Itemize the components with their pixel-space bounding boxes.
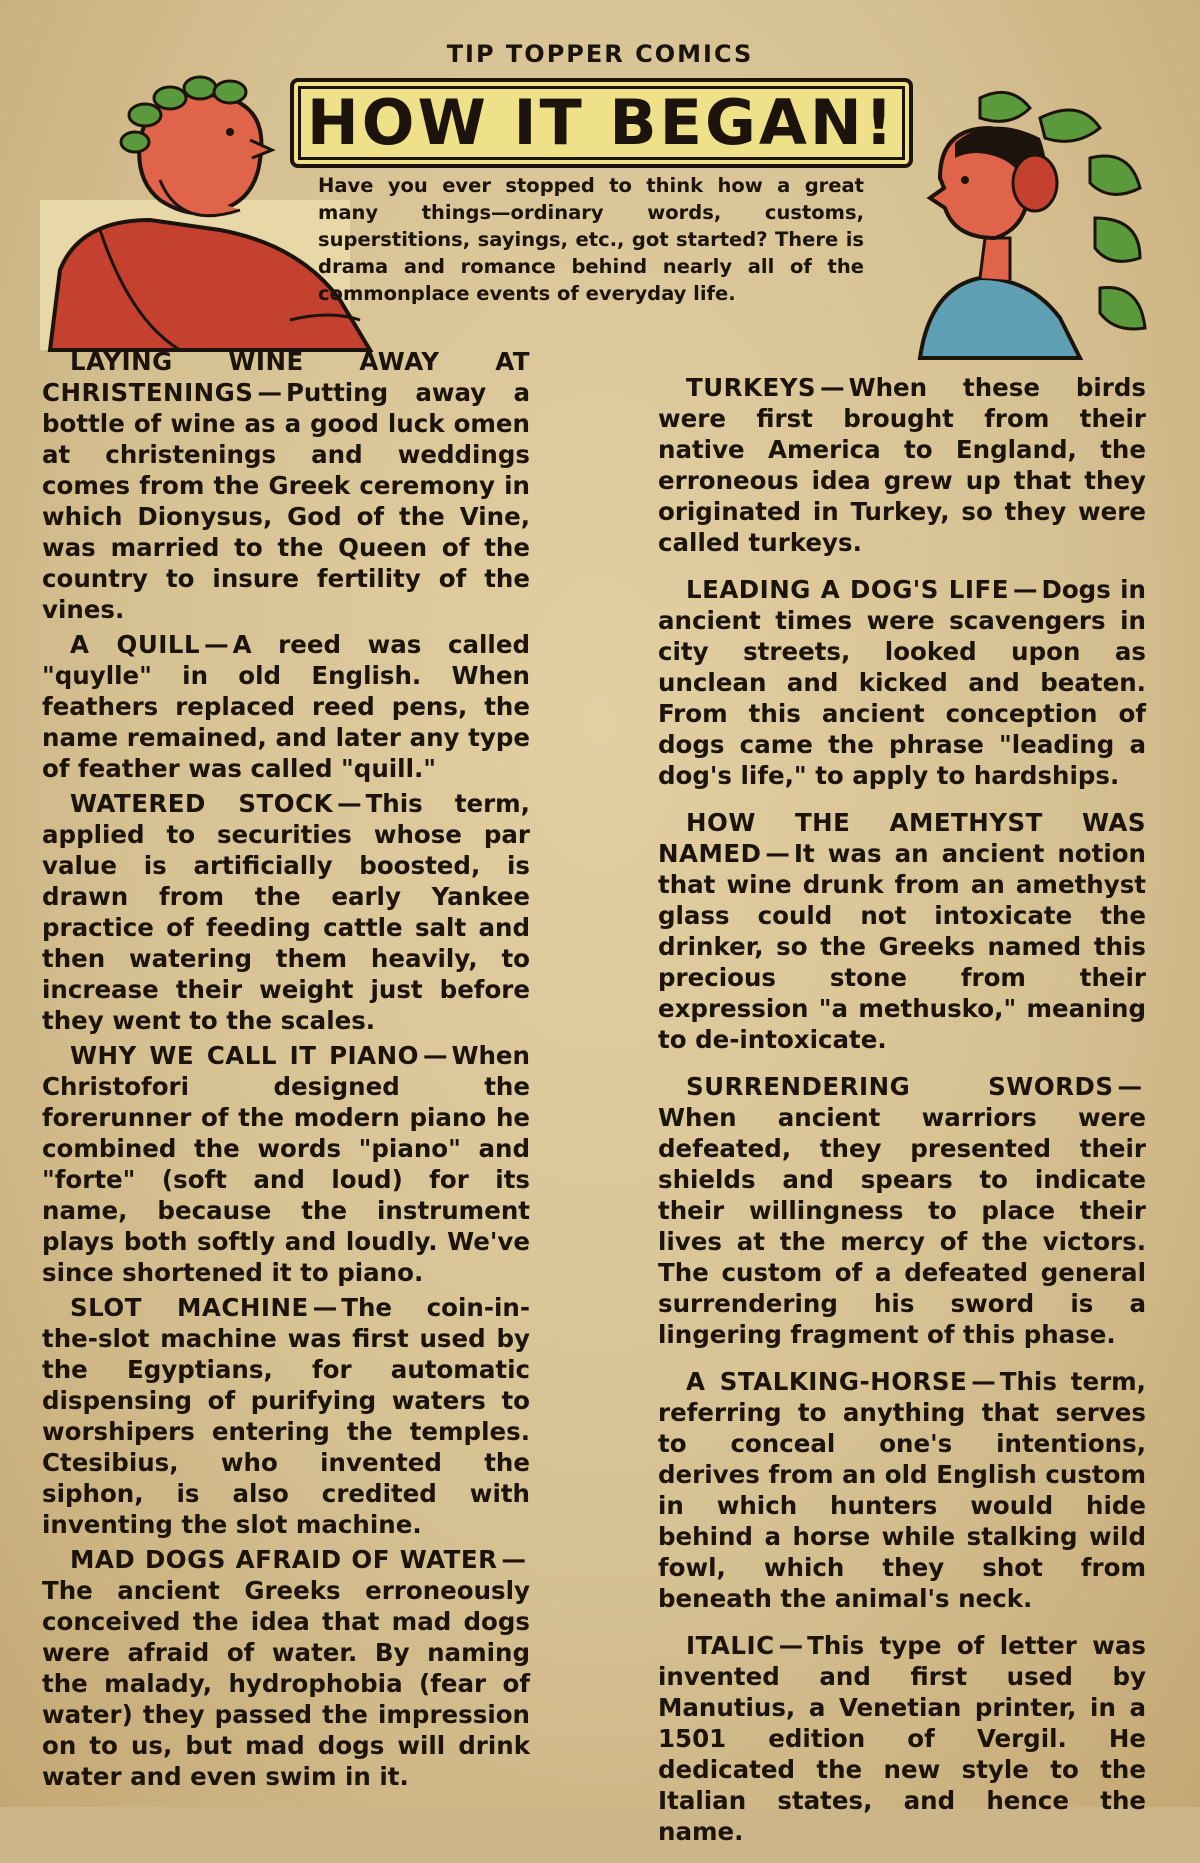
entry-text: Dogs in ancient times were scavengers in city streets, looked upon as unclean and kicked and beaten. From this ancient conception of dogs came the phrase "leading a dog's life," to apply to hardships. <box>658 575 1146 790</box>
article-entry: WHY WE CALL IT PIANO — When Christofori designed the forerunner of the modern piano he combined the words "piano" and "forte" (soft and loud) for its name, because the instrument plays both softly and loudly. We've since shortened it to piano. <box>42 1041 530 1287</box>
article-entry: HOW THE AMETHYST WAS NAMED — It was an ancient notion that wine drunk from an amethyst glass could not intoxicate the drinker, so the Greeks named this precious stone from their expression "a methusko," meaning to de-intoxicate. <box>658 808 1146 1054</box>
entry-text: When Christofori designed the forerunner of the modern piano he combined the words "piano" and "forte" (soft and loud) for its name, because the instrument plays both softly and loudly. We've since shortened it to piano. <box>42 1041 530 1287</box>
entry-text: The ancient Greeks erroneously conceived the idea that mad dogs were afraid of water. By naming the malady, hydrophobia (fear of water) they passed the impression on to us, but mad dogs will drink water and even swim in it. <box>42 1576 530 1791</box>
entry-heading: WATERED STOCK <box>70 789 334 818</box>
intro-text: Have you ever stopped to think how a great many things—ordinary words, customs, superstitions, sayings, etc., got started? There is drama and romance behind nearly all of the commonplace events of everyday life. <box>318 174 864 305</box>
entry-heading: SURRENDERING SWORDS <box>686 1072 1114 1101</box>
entry-text: The coin-in-the-slot machine was first used by the Egyptians, for automatic dispensing of purifying waters to worshipers entering the temples. Ctesibius, who invented the siphon, is also credited with inventing the slot machine. <box>42 1293 530 1539</box>
entry-heading: WHY WE CALL IT PIANO <box>70 1041 419 1070</box>
article-entry: LEADING A DOG'S LIFE — Dogs in ancient times were scavengers in city streets, looked upon as unclean and kicked and beaten. From this ancient conception of dogs came the phrase "leading a dog's life," to apply to hardships. <box>658 575 1146 790</box>
entry-text: This term, applied to securities whose par value is artificially boosted, is drawn from the early Yankee practice of feeding cattle salt and then watering them heavily, to increase their weight just before they went to the scales. <box>42 789 530 1035</box>
entry-heading: HOW THE AMETHYST WAS NAMED <box>658 808 1146 868</box>
article-entry: MAD DOGS AFRAID OF WATER —The ancient Greeks erroneously conceived the idea that mad dogs were afraid of water. By naming the malady, hydrophobia (fear of water) they passed the impression on to us, but mad dogs will drink water and even swim in it. <box>42 1545 530 1791</box>
entry-heading: SLOT MACHINE <box>70 1293 309 1322</box>
entry-text: This term, referring to anything that serves to conceal one's intentions, derives from an old English custom in which hunters would hide behind a horse while stalking wild fowl, which they shot from beneath the animal's neck. <box>658 1367 1146 1613</box>
article-entry: ITALIC — This type of letter was invented and first used by Manutius, a Venetian printer, in a 1501 edition of Vergil. He dedicated the new style to the Italian states, and hence the name. <box>658 1631 1146 1846</box>
entry-heading: A STALKING-HORSE <box>686 1367 968 1396</box>
page-title: HOW IT BEGAN! <box>306 86 897 159</box>
entry-heading: MAD DOGS AFRAID OF WATER <box>70 1545 498 1574</box>
article-entry: SURRENDERING SWORDS —When ancient warriors were defeated, they presented their shields and spears to indicate their willingness to place their lives at the mercy of the victors. The custom of a defeated general surrendering his sword is a lingering fragment of this phase. <box>658 1072 1146 1349</box>
article-entry: A STALKING-HORSE — This term, referring to anything that serves to conceal one's intentions, derives from an old English custom in which hunters would hide behind a horse while stalking wild fowl, which they shot from beneath the animal's neck. <box>658 1367 1146 1613</box>
entry-text: It was an ancient notion that wine drunk from an amethyst glass could not intoxicate the drinker, so the Greeks named this precious stone from their expression "a methusko," meaning to de-intoxicate. <box>658 839 1146 1054</box>
entry-heading: LAYING WINE AWAY AT CHRISTENINGS <box>42 347 530 407</box>
entry-heading: A QUILL <box>70 630 201 659</box>
article-entry: SLOT MACHINE — The coin-in-the-slot machine was first used by the Egyptians, for automatic dispensing of purifying waters to worshipers entering the temples. Ctesibius, who invented the siphon, is also credited with inventing the slot machine. <box>42 1293 530 1539</box>
title-banner <box>290 78 913 168</box>
entry-heading: TURKEYS <box>686 373 817 402</box>
article-entry: TURKEYS — When these birds were first brought from their native America to England, the erroneous idea grew up that they originated in Turkey, so they were called turkeys. <box>658 373 1146 557</box>
entry-heading: LEADING A DOG'S LIFE <box>686 575 1010 604</box>
entry-text: When ancient warriors were defeated, they presented their shields and spears to indicate their willingness to place their lives at the mercy of the victors. The custom of a defeated general surrendering his sword is a lingering fragment of this phase. <box>658 1103 1146 1349</box>
article-entry: WATERED STOCK — This term, applied to securities whose par value is artificially boosted, is drawn from the early Yankee practice of feeding cattle salt and then watering them heavily, to increase their weight just before they went to the scales. <box>42 789 530 1035</box>
left-column <box>42 346 530 1796</box>
series-title: TIP TOPPER COMICS <box>446 40 754 68</box>
entry-text: This type of letter was invented and first used by Manutius, a Venetian printer, in a 1501 edition of Vergil. He dedicated the new style to the Italian states, and hence the name. <box>658 1631 1146 1846</box>
entry-heading: ITALIC <box>686 1631 775 1660</box>
article-entry: LAYING WINE AWAY AT CHRISTENINGS — Putting away a bottle of wine as a good luck omen at christenings and weddings comes from the Greek ceremony in which Dionysus, God of the Vine, was married to the Queen of the country to insure fertility of the vines. <box>42 347 530 624</box>
entry-text: A reed was called "quylle" in old English. When feathers replaced reed pens, the name remained, and later any type of feather was called "quill." <box>42 630 530 783</box>
entry-text: When these birds were first brought from their native America to England, the erroneous idea grew up that they originated in Turkey, so they were called turkeys. <box>658 373 1146 557</box>
right-column <box>658 372 1146 1863</box>
article-entry: A QUILL — A reed was called "quylle" in old English. When feathers replaced reed pens, the name remained, and later any type of feather was called "quill." <box>42 630 530 783</box>
entry-text: Putting away a bottle of wine as a good luck omen at christenings and weddings comes from the Greek ceremony in which Dionysus, God of the Vine, was married to the Queen of the country to insure fertility of the vines. <box>42 378 530 624</box>
